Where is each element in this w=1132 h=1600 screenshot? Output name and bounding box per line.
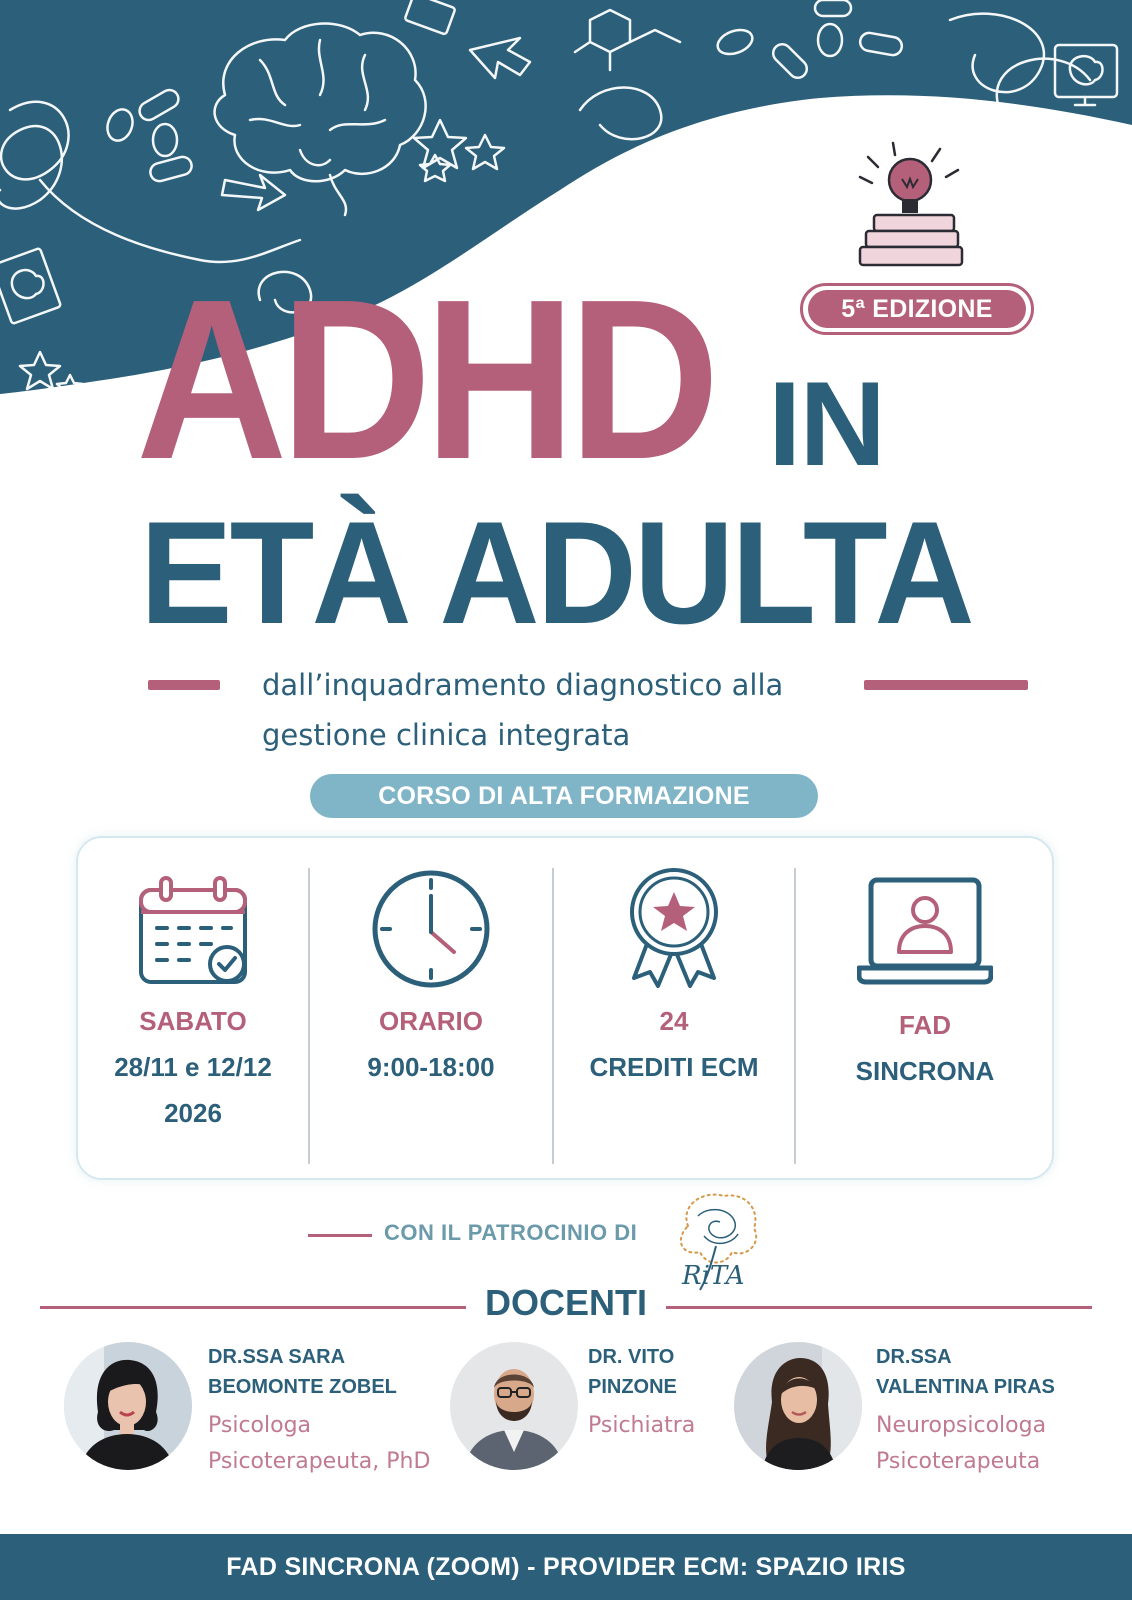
docente-name-line-2: BEOMONTE ZOBEL <box>208 1376 397 1398</box>
subtitle-line-1: dall’inquadramento diagnostico alla <box>262 668 784 702</box>
docente-name-line-1: DR.SSA <box>876 1346 952 1368</box>
info-box <box>76 836 1054 1180</box>
avatar-sara-beomonte-zobel <box>64 1342 192 1470</box>
patronage-label: CON IL PATROCINIO DI <box>384 1220 638 1245</box>
subtitle <box>262 660 862 760</box>
avatar-valentina-piras <box>734 1342 862 1470</box>
docenti-line-left <box>40 1306 466 1309</box>
course-type-badge: CORSO DI ALTA FORMAZIONE <box>310 774 818 818</box>
patronage-line <box>308 1234 372 1237</box>
docente-role-line-1: Neuropsicologa <box>876 1413 1047 1438</box>
lightbulb-books-icon <box>848 135 978 275</box>
subtitle-line-right <box>864 680 1028 690</box>
info-date-year: 2026 <box>164 1098 222 1128</box>
edition-badge <box>800 283 1034 335</box>
info-date-heading: SABATO <box>139 1006 247 1036</box>
docente-name-line-2: PINZONE <box>588 1376 677 1398</box>
calendar-icon <box>135 872 251 988</box>
docente-name-line-1: DR. VITO <box>588 1346 675 1368</box>
info-credits-label: CREDITI ECM <box>589 1052 759 1082</box>
rita-logo-text: RiTA <box>682 1261 745 1291</box>
docente-sara <box>208 1342 430 1480</box>
docente-role-line-2: Psicoterapeuta <box>876 1449 1041 1474</box>
docente-name-line-2: VALENTINA PIRAS <box>876 1376 1055 1398</box>
footer-bar: FAD SINCRONA (ZOOM) - PROVIDER ECM: SPAZIO IRIS <box>0 1534 1132 1600</box>
info-credits-heading: 24 <box>659 1006 689 1036</box>
clock-icon <box>370 868 492 990</box>
title-in: IN <box>768 357 884 491</box>
edition-label: 5ª EDIZIONE <box>808 290 1026 328</box>
info-date-days: 28/11 e 12/12 <box>114 1052 272 1082</box>
subtitle-line-2: gestione clinica integrata <box>262 718 631 752</box>
award-ribbon-icon <box>624 866 724 990</box>
docente-role-line-1: Psicologa <box>208 1413 312 1438</box>
info-credits <box>554 838 794 1178</box>
subtitle-line-left <box>148 680 220 690</box>
avatar-vito-pinzone <box>450 1342 578 1470</box>
info-format-heading: FAD <box>899 1010 951 1040</box>
info-time <box>310 838 552 1178</box>
title-adhd: ADHD <box>136 253 713 507</box>
docente-role-line-2: Psicoterapeuta, PhD <box>208 1449 431 1474</box>
info-format <box>796 838 1054 1178</box>
docente-role-line-1: Psichiatra <box>588 1413 696 1438</box>
info-time-hours: 9:00-18:00 <box>367 1052 495 1082</box>
title-eta-adulta: ETÀ ADULTA <box>140 491 972 654</box>
info-date <box>78 838 308 1178</box>
docente-valentina <box>876 1342 1055 1480</box>
docente-name-line-1: DR.SSA SARA <box>208 1346 346 1368</box>
docenti-line-right <box>666 1306 1092 1309</box>
info-format-label: SINCRONA <box>855 1056 995 1086</box>
info-time-heading: ORARIO <box>379 1006 483 1036</box>
docenti-title: DOCENTI <box>485 1282 647 1323</box>
docente-vito <box>588 1342 695 1444</box>
laptop-user-icon <box>857 876 993 986</box>
rita-logo <box>668 1186 764 1294</box>
